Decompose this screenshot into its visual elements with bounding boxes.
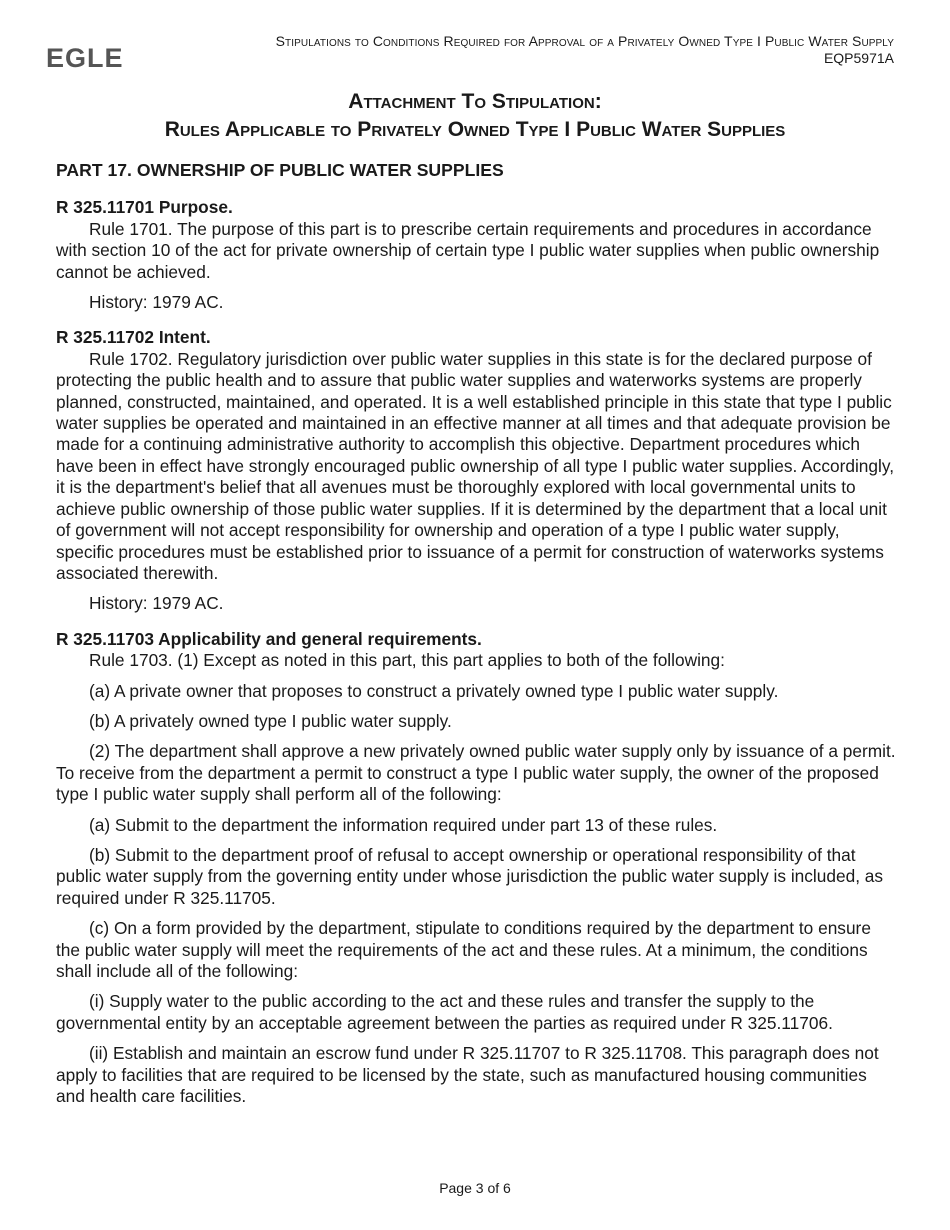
section-11703 [56,629,896,1108]
rule-history: History: 1979 AC. [89,593,224,614]
logo-text: EGLE [46,44,124,70]
form-number: EQP5971A [823,50,894,66]
document-header [276,33,894,67]
rule-paragraph: (b) A privately owned type I public water supply. [89,710,452,731]
title-line-1: Attachment To Stipulation: [348,90,602,113]
section-11702 [56,327,896,614]
form-title: Stipulations to Conditions Required for Approval of a Privately Owned Type I Public Water Supply [275,33,894,49]
egle-logo [46,44,128,70]
title-line-2: Rules Applicable to Privately Owned Type I Public Water Supplies [164,118,786,141]
rule-heading: R 325.11703 Applicability and general requirements. [56,628,482,649]
rule-paragraph: (a) Submit to the department the information required under part 13 of these rules. [89,814,718,835]
rule-paragraph: (c) On a form provided by the department, stipulate to conditions required by the department to ensure the public water supply will meet the requirements of the act and these rules. At a minimum, the conditions shall include all of the following: [56,918,871,981]
section-11701 [56,197,896,313]
rule-paragraph: (2) The department shall approve a new privately owned public water supply only by issuance of a permit. To receive from the department a permit to construct a type I public water supply, the owner of the proposed type I public water supply shall perform all of the following: [56,741,896,805]
rule-paragraph: Rule 1703. (1) Except as noted in this part, this part applies to both of the following: [89,650,725,671]
rule-text: Rule 1702. Regulatory jurisdiction over public water supplies in this state is for the declared purpose of protecting the public health and to assure that public water supplies and waterworks systems are properly planned, constructed, maintained, and operated. It is a well established principle in this state that type I public water supplies be operated and maintained in an effective manner at all times and that adequate provision be made for a continuing administrative authority to accomplish this objective. Department procedures which have been in effect have strongly encouraged public ownership of all type I public water supplies. Accordingly, it is the department's belief that all avenues must be thoroughly explored with local governmental units to achieve public ownership of those public water supplies. If it is determined by the department that a local unit of government will not accept responsibility for ownership and operation of a type I public water supply, specific procedures must be established prior to issuance of a permit for construction of waterworks systems associated therewith. [56,348,895,583]
rule-paragraph: (ii) Establish and maintain an escrow fund under R 325.11707 to R 325.11708. This paragraph does not apply to facilities that are required to be licensed by the state, such as manufactured housing communities and health care facilities. [56,1043,879,1107]
rule-history: History: 1979 AC. [89,292,224,313]
rule-text: Rule 1701. The purpose of this part is to prescribe certain requirements and procedures in accordance with section 10 of the act for private ownership of certain type I public water supplies when public ownership cannot be achieved. [56,218,880,282]
rule-paragraph: (b) Submit to the department proof of refusal to accept ownership or operational responsibility of that public water supply from the governing entity under whose jurisdiction the public water supply is included, as required under R 325.11705. [56,844,884,908]
page-number: Page 3 of 6 [439,1180,511,1196]
document-body [56,160,896,1121]
rule-heading: R 325.11702 Intent. [56,327,211,348]
rule-paragraph: (i) Supply water to the public according to the act and these rules and transfer the supply to the governmental entity by an acceptable agreement between the parties as required under R 325.11706. [56,991,833,1033]
page-title [0,88,950,144]
rule-paragraph: (a) A private owner that proposes to construct a privately owned type I public water supply. [89,680,779,701]
rule-heading: R 325.11701 Purpose. [56,197,233,218]
part-heading: PART 17. OWNERSHIP OF PUBLIC WATER SUPPLIES [56,160,504,180]
